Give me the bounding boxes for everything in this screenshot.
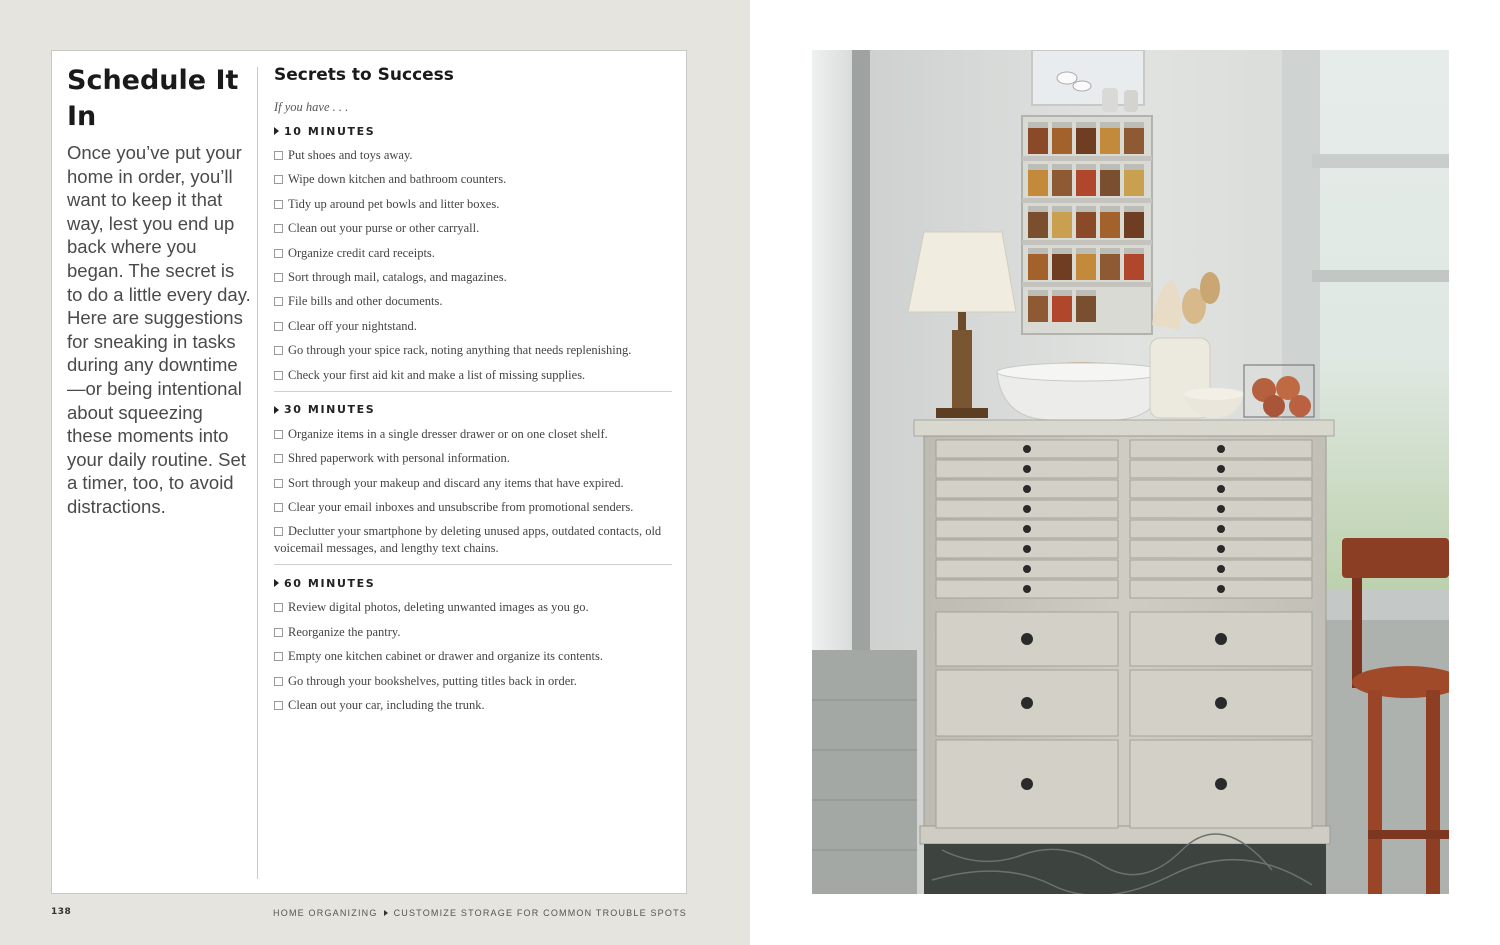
drawer-knob xyxy=(1023,485,1031,493)
section-heading xyxy=(274,575,672,591)
jar-lid xyxy=(1124,248,1144,254)
jar-lid xyxy=(1124,164,1144,170)
task-sections xyxy=(274,123,672,713)
drawer-knob xyxy=(1217,465,1225,473)
checklist-item xyxy=(274,367,672,384)
checklist-item-text: Clean out your car, including the trunk. xyxy=(288,697,485,712)
checkbox-icon xyxy=(274,677,283,686)
spice-jar xyxy=(1028,254,1048,280)
jar-lid xyxy=(1052,206,1072,212)
spice-jar xyxy=(1052,254,1072,280)
spice-jar xyxy=(1052,170,1072,196)
drawer-knob xyxy=(1215,778,1227,790)
checklist-item xyxy=(274,475,672,492)
drawer-knob xyxy=(1021,697,1033,709)
spice-jar xyxy=(1124,254,1144,280)
if-you-have-label: If you have . . . xyxy=(274,100,349,114)
drawer-knob xyxy=(1215,697,1227,709)
jar-lid xyxy=(1100,206,1120,212)
checklist-item-text: Review digital photos, deleting unwanted images as you go. xyxy=(288,600,589,615)
page-title: Schedule It In xyxy=(67,65,239,132)
checklist-item-text: Declutter your smartphone by deleting unused apps, outdated contacts, old voicemail messages, and lengthy text chains. xyxy=(274,524,662,555)
checkbox-icon xyxy=(274,503,283,512)
jar-lid xyxy=(1076,122,1096,128)
checkbox-icon xyxy=(274,527,283,536)
checklist-item xyxy=(274,697,672,714)
drawer-knob xyxy=(1217,485,1225,493)
spice-jar xyxy=(1124,212,1144,238)
section-heading-label: 10 MINUTES xyxy=(284,124,376,138)
checklist-item xyxy=(274,648,672,665)
jar-lid xyxy=(1052,290,1072,296)
checkbox-icon xyxy=(274,322,283,331)
checklist-item xyxy=(274,171,672,188)
checklist-item xyxy=(274,220,672,237)
jar-lid xyxy=(1052,164,1072,170)
checkbox-icon xyxy=(274,346,283,355)
checklist-item xyxy=(274,196,672,213)
checkbox-icon xyxy=(274,249,283,258)
jar-lid xyxy=(1076,248,1096,254)
checklist-item xyxy=(274,426,672,443)
cabinet-photo xyxy=(812,50,1449,894)
content-panel xyxy=(51,50,687,894)
checklist-item-text: Check your first aid kit and make a list of missing supplies. xyxy=(288,367,586,382)
spice-jar xyxy=(1076,296,1096,322)
drawer-knob xyxy=(1023,505,1031,513)
checklist-item-text: Clear your email inboxes and unsubscribe from promotional senders. xyxy=(288,500,634,515)
jar-lid xyxy=(1028,248,1048,254)
checklist-item-text: Tidy up around pet bowls and litter boxes. xyxy=(288,196,500,211)
intro-paragraph: Once you’ve put your home in order, you’ll want to keep it that way, lest you end up back where you began. The secret is to do a little every day. Here are suggestions for sneaking in tasks during any downtime—or being intentional about squeezing these moments into your daily routine. Set a timer, too, to avoid distractions. xyxy=(67,142,251,517)
section-heading-label: 30 MINUTES xyxy=(284,403,376,417)
running-head xyxy=(273,908,687,918)
spice-jar xyxy=(1100,128,1120,154)
checklist-item xyxy=(274,599,672,616)
checklist-item-text: Clean out your purse or other carryall. xyxy=(288,221,480,236)
checklist-item-text: Clear off your nightstand. xyxy=(288,318,417,333)
checkbox-icon xyxy=(274,628,283,637)
section-divider xyxy=(274,564,672,565)
jar-lid xyxy=(1028,290,1048,296)
triangle-bullet-icon xyxy=(274,579,279,587)
jar-lid xyxy=(1100,164,1120,170)
spice-jar xyxy=(1052,128,1072,154)
drawer-knob xyxy=(1023,465,1031,473)
checklist-item xyxy=(274,523,672,556)
right-page xyxy=(750,0,1500,945)
spice-jar xyxy=(1028,296,1048,322)
spice-jar xyxy=(1028,170,1048,196)
triangle-bullet-icon xyxy=(274,406,279,414)
drawer-knob xyxy=(1023,525,1031,533)
drawer-knob xyxy=(1215,633,1227,645)
checklist-item xyxy=(274,293,672,310)
drawer-knob xyxy=(1217,565,1225,573)
checklist-item xyxy=(274,499,672,516)
checklist-item xyxy=(274,342,672,359)
drawer-knob xyxy=(1217,505,1225,513)
spice-jar xyxy=(1052,212,1072,238)
spice-jar xyxy=(1052,296,1072,322)
section-heading xyxy=(274,123,672,139)
checklist-item xyxy=(274,450,672,467)
spice-jar xyxy=(1124,128,1144,154)
section-heading xyxy=(274,402,672,418)
checklist-item-text: Organize credit card receipts. xyxy=(288,245,435,260)
checklist-item-text: Go through your bookshelves, putting titles back in order. xyxy=(288,673,577,688)
drawer-knob xyxy=(1217,525,1225,533)
checklist-item xyxy=(274,673,672,690)
checklist-item-text: File bills and other documents. xyxy=(288,294,443,309)
page-footer xyxy=(51,907,687,921)
jar-lid xyxy=(1076,164,1096,170)
drawer-knob xyxy=(1023,545,1031,553)
jar-lid xyxy=(1028,164,1048,170)
triangle-bullet-icon xyxy=(384,910,388,916)
checklist-item-text: Sort through mail, catalogs, and magazines. xyxy=(288,269,507,284)
checkbox-icon xyxy=(274,175,283,184)
checklist-item-text: Sort through your makeup and discard any items that have expired. xyxy=(288,475,624,490)
checkbox-icon xyxy=(274,224,283,233)
running-head-section: HOME ORGANIZING xyxy=(273,908,378,918)
spice-jar xyxy=(1100,170,1120,196)
jar-lid xyxy=(1028,122,1048,128)
spice-jar xyxy=(1028,212,1048,238)
jar-lid xyxy=(1076,290,1096,296)
jar-lid xyxy=(1076,206,1096,212)
checklist-item-text: Reorganize the pantry. xyxy=(288,624,401,639)
spice-jar xyxy=(1076,170,1096,196)
secrets-title: Secrets to Success xyxy=(274,65,454,85)
spice-jar xyxy=(1100,254,1120,280)
checklist-item-text: Put shoes and toys away. xyxy=(288,148,413,162)
spice-jar xyxy=(1028,128,1048,154)
checkbox-icon xyxy=(274,603,283,612)
jar-lid xyxy=(1124,206,1144,212)
checkbox-icon xyxy=(274,273,283,282)
spice-jar xyxy=(1100,212,1120,238)
checkbox-icon xyxy=(274,151,283,160)
checklist-item-text: Shred paperwork with personal information. xyxy=(288,451,510,466)
jar-lid xyxy=(1100,122,1120,128)
checkbox-icon xyxy=(274,371,283,380)
cabinet-photo-illustration xyxy=(812,50,1449,894)
drawer-knob xyxy=(1217,445,1225,453)
spice-jar xyxy=(1076,254,1096,280)
drawer-knob xyxy=(1217,545,1225,553)
jar-lid xyxy=(1052,248,1072,254)
checkbox-icon xyxy=(274,479,283,488)
checkbox-icon xyxy=(274,297,283,306)
checklist-item-text: Go through your spice rack, noting anything that needs replenishing. xyxy=(288,343,632,358)
page-number: 138 xyxy=(51,907,72,917)
drawer-knob xyxy=(1023,445,1031,453)
checklist-item xyxy=(274,147,672,164)
jar-lid xyxy=(1052,122,1072,128)
secrets-to-success xyxy=(274,65,672,721)
spice-jar xyxy=(1076,212,1096,238)
jar-lid xyxy=(1028,206,1048,212)
checkbox-icon xyxy=(274,430,283,439)
spice-jar xyxy=(1076,128,1096,154)
checkbox-icon xyxy=(274,200,283,209)
jar-lid xyxy=(1124,122,1144,128)
checklist-item xyxy=(274,269,672,286)
drawer-knob xyxy=(1217,585,1225,593)
checklist-item xyxy=(274,624,672,641)
jar-lid xyxy=(1100,248,1120,254)
checkbox-icon xyxy=(274,454,283,463)
section-divider xyxy=(274,391,672,392)
spice-jar xyxy=(1124,170,1144,196)
checkbox-icon xyxy=(274,701,283,710)
drawer-knob xyxy=(1023,585,1031,593)
checklist-item-text: Wipe down kitchen and bathroom counters. xyxy=(288,172,507,187)
drawer-knob xyxy=(1021,778,1033,790)
checklist-item xyxy=(274,318,672,335)
section-heading-label: 60 MINUTES xyxy=(284,576,376,590)
drawer-knob xyxy=(1023,565,1031,573)
column-divider xyxy=(257,67,258,879)
checklist-item-text: Organize items in a single dresser drawer or on one closet shelf. xyxy=(288,426,608,441)
drawer-knob xyxy=(1021,633,1033,645)
checkbox-icon xyxy=(274,652,283,661)
checklist-item-text: Empty one kitchen cabinet or drawer and organize its contents. xyxy=(288,649,603,664)
running-head-chapter: CUSTOMIZE STORAGE FOR COMMON TROUBLE SPOTS xyxy=(393,908,687,918)
triangle-bullet-icon xyxy=(274,127,279,135)
checklist-item xyxy=(274,245,672,262)
